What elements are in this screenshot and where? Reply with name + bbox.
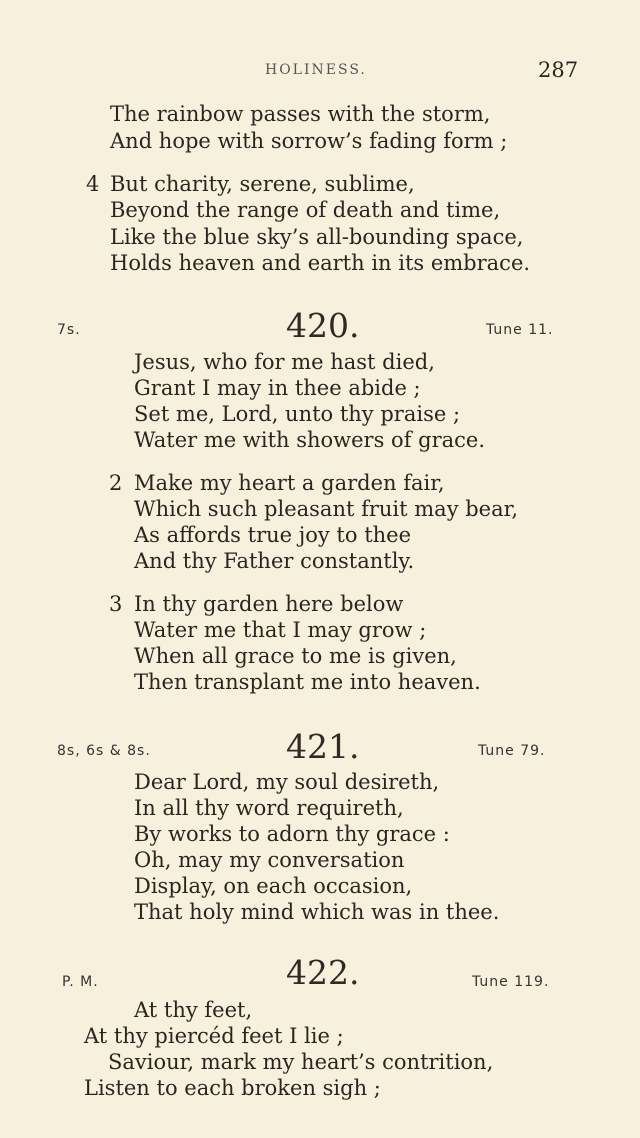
hymn-number: 422.	[286, 953, 360, 992]
verse-line: And hope with sorrow’s fading form ;	[110, 129, 508, 153]
hymn-number: 421.	[286, 727, 360, 766]
hymn-tune: Tune 11.	[486, 322, 554, 338]
stanza-number: 3	[109, 592, 123, 616]
verse-line: Listen to each broken sigh ;	[84, 1076, 381, 1100]
hymn-meter: P. M.	[62, 974, 99, 990]
verse-line: By works to adorn thy grace :	[134, 822, 450, 846]
verse-line: Dear Lord, my soul desireth,	[134, 770, 440, 794]
stanza-number: 4	[86, 172, 100, 196]
verse-line: Grant I may in thee abide ;	[134, 376, 421, 400]
verse-line: Saviour, mark my heart’s contrition,	[108, 1050, 494, 1074]
verse-line: Like the blue sky’s all-bounding space,	[110, 225, 524, 249]
verse-line: That holy mind which was in thee.	[134, 900, 500, 924]
verse-line: Display, on each occasion,	[134, 874, 413, 898]
verse-line: At thy piercéd feet I lie ;	[84, 1024, 344, 1048]
running-title: HOLINESS.	[265, 62, 367, 78]
verse-line: Water me with showers of grace.	[134, 428, 486, 452]
verse-line: Jesus, who for me hast died,	[134, 350, 435, 374]
verse-line: Holds heaven and earth in its embrace.	[110, 251, 531, 275]
verse-line: Which such pleasant fruit may bear,	[134, 497, 519, 521]
page-number: 287	[538, 58, 579, 82]
hymn-tune: Tune 79.	[478, 743, 546, 759]
verse-line: Then transplant me into heaven.	[134, 670, 481, 694]
verse-line: In thy garden here below	[134, 592, 404, 616]
verse-line: At thy feet,	[134, 998, 253, 1022]
verse-line: Beyond the range of death and time,	[110, 198, 501, 222]
hymn-tune: Tune 119.	[472, 974, 550, 990]
stanza-number: 2	[109, 471, 123, 495]
verse-line: Water me that I may grow ;	[134, 618, 427, 642]
verse-line: The rainbow passes with the storm,	[110, 102, 491, 126]
hymn-number: 420.	[286, 306, 360, 345]
verse-line: And thy Father constantly.	[134, 549, 415, 573]
hymn-meter: 8s, 6s & 8s.	[57, 743, 151, 759]
verse-line: As affords true joy to thee	[134, 523, 412, 547]
verse-line: When all grace to me is given,	[134, 644, 457, 668]
verse-line: In all thy word requireth,	[134, 796, 404, 820]
verse-line: Make my heart a garden fair,	[134, 471, 445, 495]
verse-line: Set me, Lord, unto thy praise ;	[134, 402, 461, 426]
verse-line: But charity, serene, sublime,	[110, 172, 415, 196]
running-head	[0, 58, 640, 86]
verse-line: Oh, may my conversation	[134, 848, 405, 872]
hymn-meter: 7s.	[57, 322, 81, 338]
